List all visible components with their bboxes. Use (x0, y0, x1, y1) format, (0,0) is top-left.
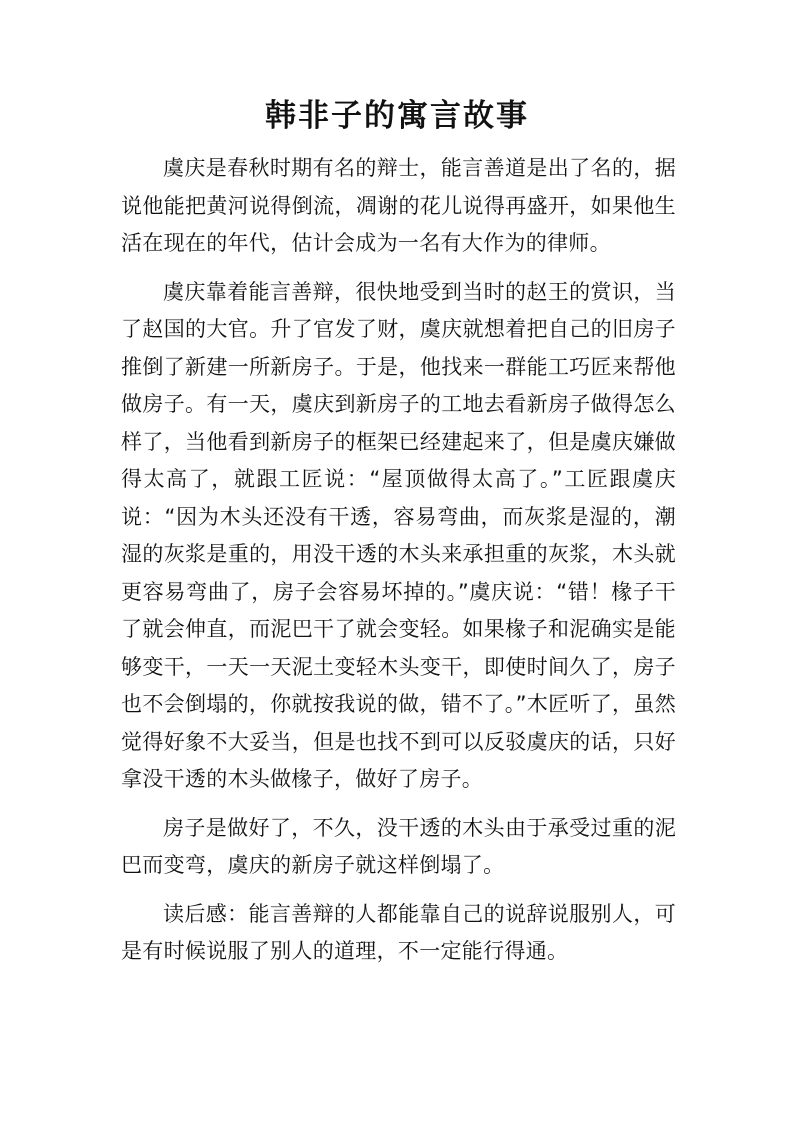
paragraph-reflection: 读后感：能言善辩的人都能靠自己的说辞说服别人，可是有时候说服了别人的道理，不一定能行得通。 (121, 901, 676, 963)
paragraph-collapse: 房子是做好了，不久，没干透的木头由于承受过重的泥巴而变弯，虞庆的新房子就这样倒塌了。 (121, 815, 676, 877)
document-body (121, 150, 676, 982)
document-title: 韩非子的寓言故事 (265, 98, 529, 134)
paragraph-story: 虞庆靠着能言善辩，很快地受到当时的赵王的赏识，当了赵国的大官。升了官发了财，虞庆就想着把自己的旧房子推倒了新建一所新房子。于是，他找来一群能工巧匠来帮他做房子。有一天，虞庆到新房子的工地去看新房子做得怎么样了，当他看到新房子的框架已经建起来了，但是虞庆嫌做得太高了，就跟工匠说：“屋顶做得太高了。”工匠跟虞庆说：“因为木头还没有干透，容易弯曲，而灰浆是湿的，潮湿的灰浆是重的，用没干透的木头来承担重的灰浆，木头就更容易弯曲了，房子会容易坏掉的。”虞庆说：“错！椽子干了就会伸直，而泥巴干了就会变轻。如果椽子和泥确实是能够变干，一天一天泥土变轻木头变干，即使时间久了，房子也不会倒塌的，你就按我说的做，错不了。”木匠听了，虽然觉得好象不大妥当，但是也找不到可以反驳虞庆的话，只好拿没干透的木头做椽子，做好了房子。 (121, 279, 676, 791)
paragraph-intro: 虞庆是春秋时期有名的辩士，能言善道是出了名的，据说他能把黄河说得倒流，凋谢的花儿说得再盛开，如果他生活在现在的年代，估计会成为一名有大作为的律师。 (121, 156, 676, 255)
